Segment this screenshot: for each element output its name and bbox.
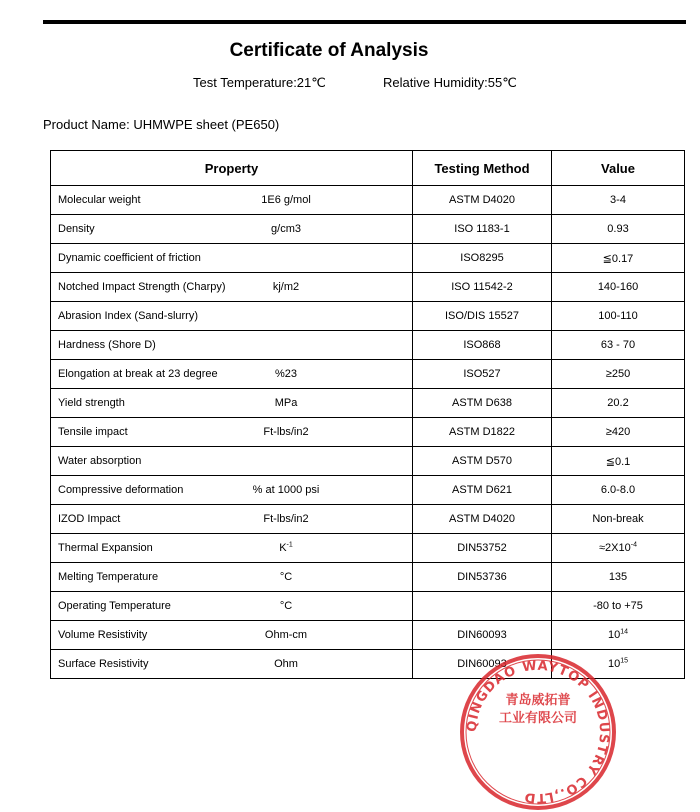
testing-method-cell: ASTM D4020 [413, 186, 552, 215]
property-unit: kj/m2 [272, 281, 300, 293]
testing-method-cell: ISO527 [413, 360, 552, 389]
property-name: Hardness (Shore D) [58, 339, 156, 351]
property-cell [51, 592, 413, 621]
testing-method-cell: DIN53736 [413, 563, 552, 592]
property-cell [51, 476, 413, 505]
value-cell: 0.93 [552, 215, 685, 244]
value-cell: ≥420 [552, 418, 685, 447]
property-cell [51, 447, 413, 476]
value-cell: $10^{15}$ [552, 650, 685, 679]
testing-method-cell: ASTM D1822 [413, 418, 552, 447]
property-unit: Ft-lbs/in2 [263, 513, 309, 525]
property-unit: Ft-lbs/in2 [263, 426, 309, 438]
property-name: Water absorption [58, 455, 142, 467]
table-row [51, 360, 685, 389]
property-cell [51, 621, 413, 650]
value-cell: 135 [552, 563, 685, 592]
table-row [51, 650, 685, 679]
table-row [51, 244, 685, 273]
testing-method-cell: DIN60093 [413, 621, 552, 650]
stamp-outer-text: QINGDAO WAYTOP INDUSTRY CO.,LTD [464, 658, 612, 806]
testing-method-header: Testing Method [413, 151, 552, 186]
stamp-inner-line-2: 工业有限公司 [498, 711, 578, 726]
stamp-inner-line-1: 青岛威拓普 [505, 693, 571, 708]
value-cell: 63 - 70 [552, 331, 685, 360]
property-name: Notched Impact Strength (Charpy) [58, 281, 226, 293]
property-cell [51, 650, 413, 679]
value-cell: ≦0.1 [552, 447, 685, 476]
testing-method-cell: ASTM D638 [413, 389, 552, 418]
value-cell: Non-break [552, 505, 685, 534]
property-cell [51, 244, 413, 273]
table-row [51, 215, 685, 244]
properties-table [50, 150, 685, 679]
value-cell: 100-110 [552, 302, 685, 331]
property-name: Melting Temperature [58, 571, 159, 583]
table-row [51, 418, 685, 447]
property-unit: % at 1000 psi [252, 484, 320, 496]
testing-method-cell: ISO 1183-1 [413, 215, 552, 244]
table-row [51, 621, 685, 650]
value-header: Value [552, 151, 685, 186]
property-cell [51, 186, 413, 215]
table-body [51, 186, 685, 679]
property-name: Volume Resistivity [58, 629, 148, 641]
property-cell [51, 360, 413, 389]
value-cell: 20.2 [552, 389, 685, 418]
testing-method-cell: ISO8295 [413, 244, 552, 273]
table-row [51, 302, 685, 331]
testing-method-cell: ISO868 [413, 331, 552, 360]
property-unit: Ohm [274, 658, 298, 670]
table-row [51, 331, 685, 360]
property-name: Compressive deformation [58, 484, 184, 496]
property-header: Property [51, 151, 413, 186]
property-cell [51, 534, 413, 563]
property-name: Dynamic coefficient of friction [58, 252, 201, 264]
svg-text:QINGDAO WAYTOP INDUSTRY CO.,LT [465, 659, 611, 806]
table-row [51, 186, 685, 215]
value-cell: $\approx 2X10^{-4}$ [552, 534, 685, 563]
value-cell: ≦0.17 [552, 244, 685, 273]
testing-method-cell: ASTM D621 [413, 476, 552, 505]
test-temperature: Test Temperature:21℃ [193, 75, 326, 90]
table-row [51, 389, 685, 418]
testing-method-cell: ISO/DIS 15527 [413, 302, 552, 331]
property-name: Tensile impact [58, 426, 128, 438]
property-unit: Ohm-cm [264, 629, 308, 641]
value-cell: 6.0-8.0 [552, 476, 685, 505]
table-row [51, 476, 685, 505]
property-name: Abrasion Index (Sand-slurry) [58, 310, 199, 322]
property-unit: 1E6 g/mol [261, 194, 311, 206]
value-cell: -80 to +75 [552, 592, 685, 621]
testing-method-cell: ASTM D570 [413, 447, 552, 476]
property-name: Surface Resistivity [58, 658, 149, 670]
property-name: IZOD Impact [58, 513, 121, 525]
property-unit: $K^{-1}$ [279, 541, 293, 554]
property-unit: %23 [274, 368, 298, 380]
testing-method-cell: DIN53752 [413, 534, 552, 563]
table-row [51, 505, 685, 534]
property-name: Operating Temperature [58, 600, 171, 612]
property-cell [51, 302, 413, 331]
value-cell: $10^{14}$ [552, 621, 685, 650]
value-cell: 3-4 [552, 186, 685, 215]
document-title: Certificate of Analysis [229, 40, 429, 61]
property-unit: g/cm3 [271, 223, 301, 235]
relative-humidity: Relative Humidity:55℃ [383, 75, 517, 90]
top-rule [43, 20, 686, 24]
property-name: Density [58, 223, 95, 235]
property-name: Yield strength [58, 397, 125, 409]
value-cell: 140-160 [552, 273, 685, 302]
property-cell [51, 331, 413, 360]
property-name: Molecular weight [58, 194, 141, 206]
value-cell: ≥250 [552, 360, 685, 389]
product-name: Product Name: UHMWPE sheet (PE650) [43, 117, 280, 132]
testing-method-cell: ASTM D4020 [413, 505, 552, 534]
property-cell [51, 505, 413, 534]
table-row [51, 534, 685, 563]
testing-method-cell [413, 592, 552, 621]
property-unit: °C [279, 600, 293, 612]
testing-method-cell: ISO 11542-2 [413, 273, 552, 302]
testing-method-cell: DIN60093 [413, 650, 552, 679]
table-row [51, 592, 685, 621]
property-cell [51, 273, 413, 302]
table-row [51, 563, 685, 592]
table-header-row [51, 151, 685, 186]
property-name: Thermal Expansion [58, 542, 153, 554]
property-cell [51, 418, 413, 447]
table-row [51, 273, 685, 302]
property-name: Elongation at break at 23 degree [58, 368, 218, 380]
property-cell [51, 215, 413, 244]
property-cell [51, 563, 413, 592]
table-row [51, 447, 685, 476]
property-unit: MPa [274, 397, 298, 409]
property-unit: °C [279, 571, 293, 583]
property-cell [51, 389, 413, 418]
